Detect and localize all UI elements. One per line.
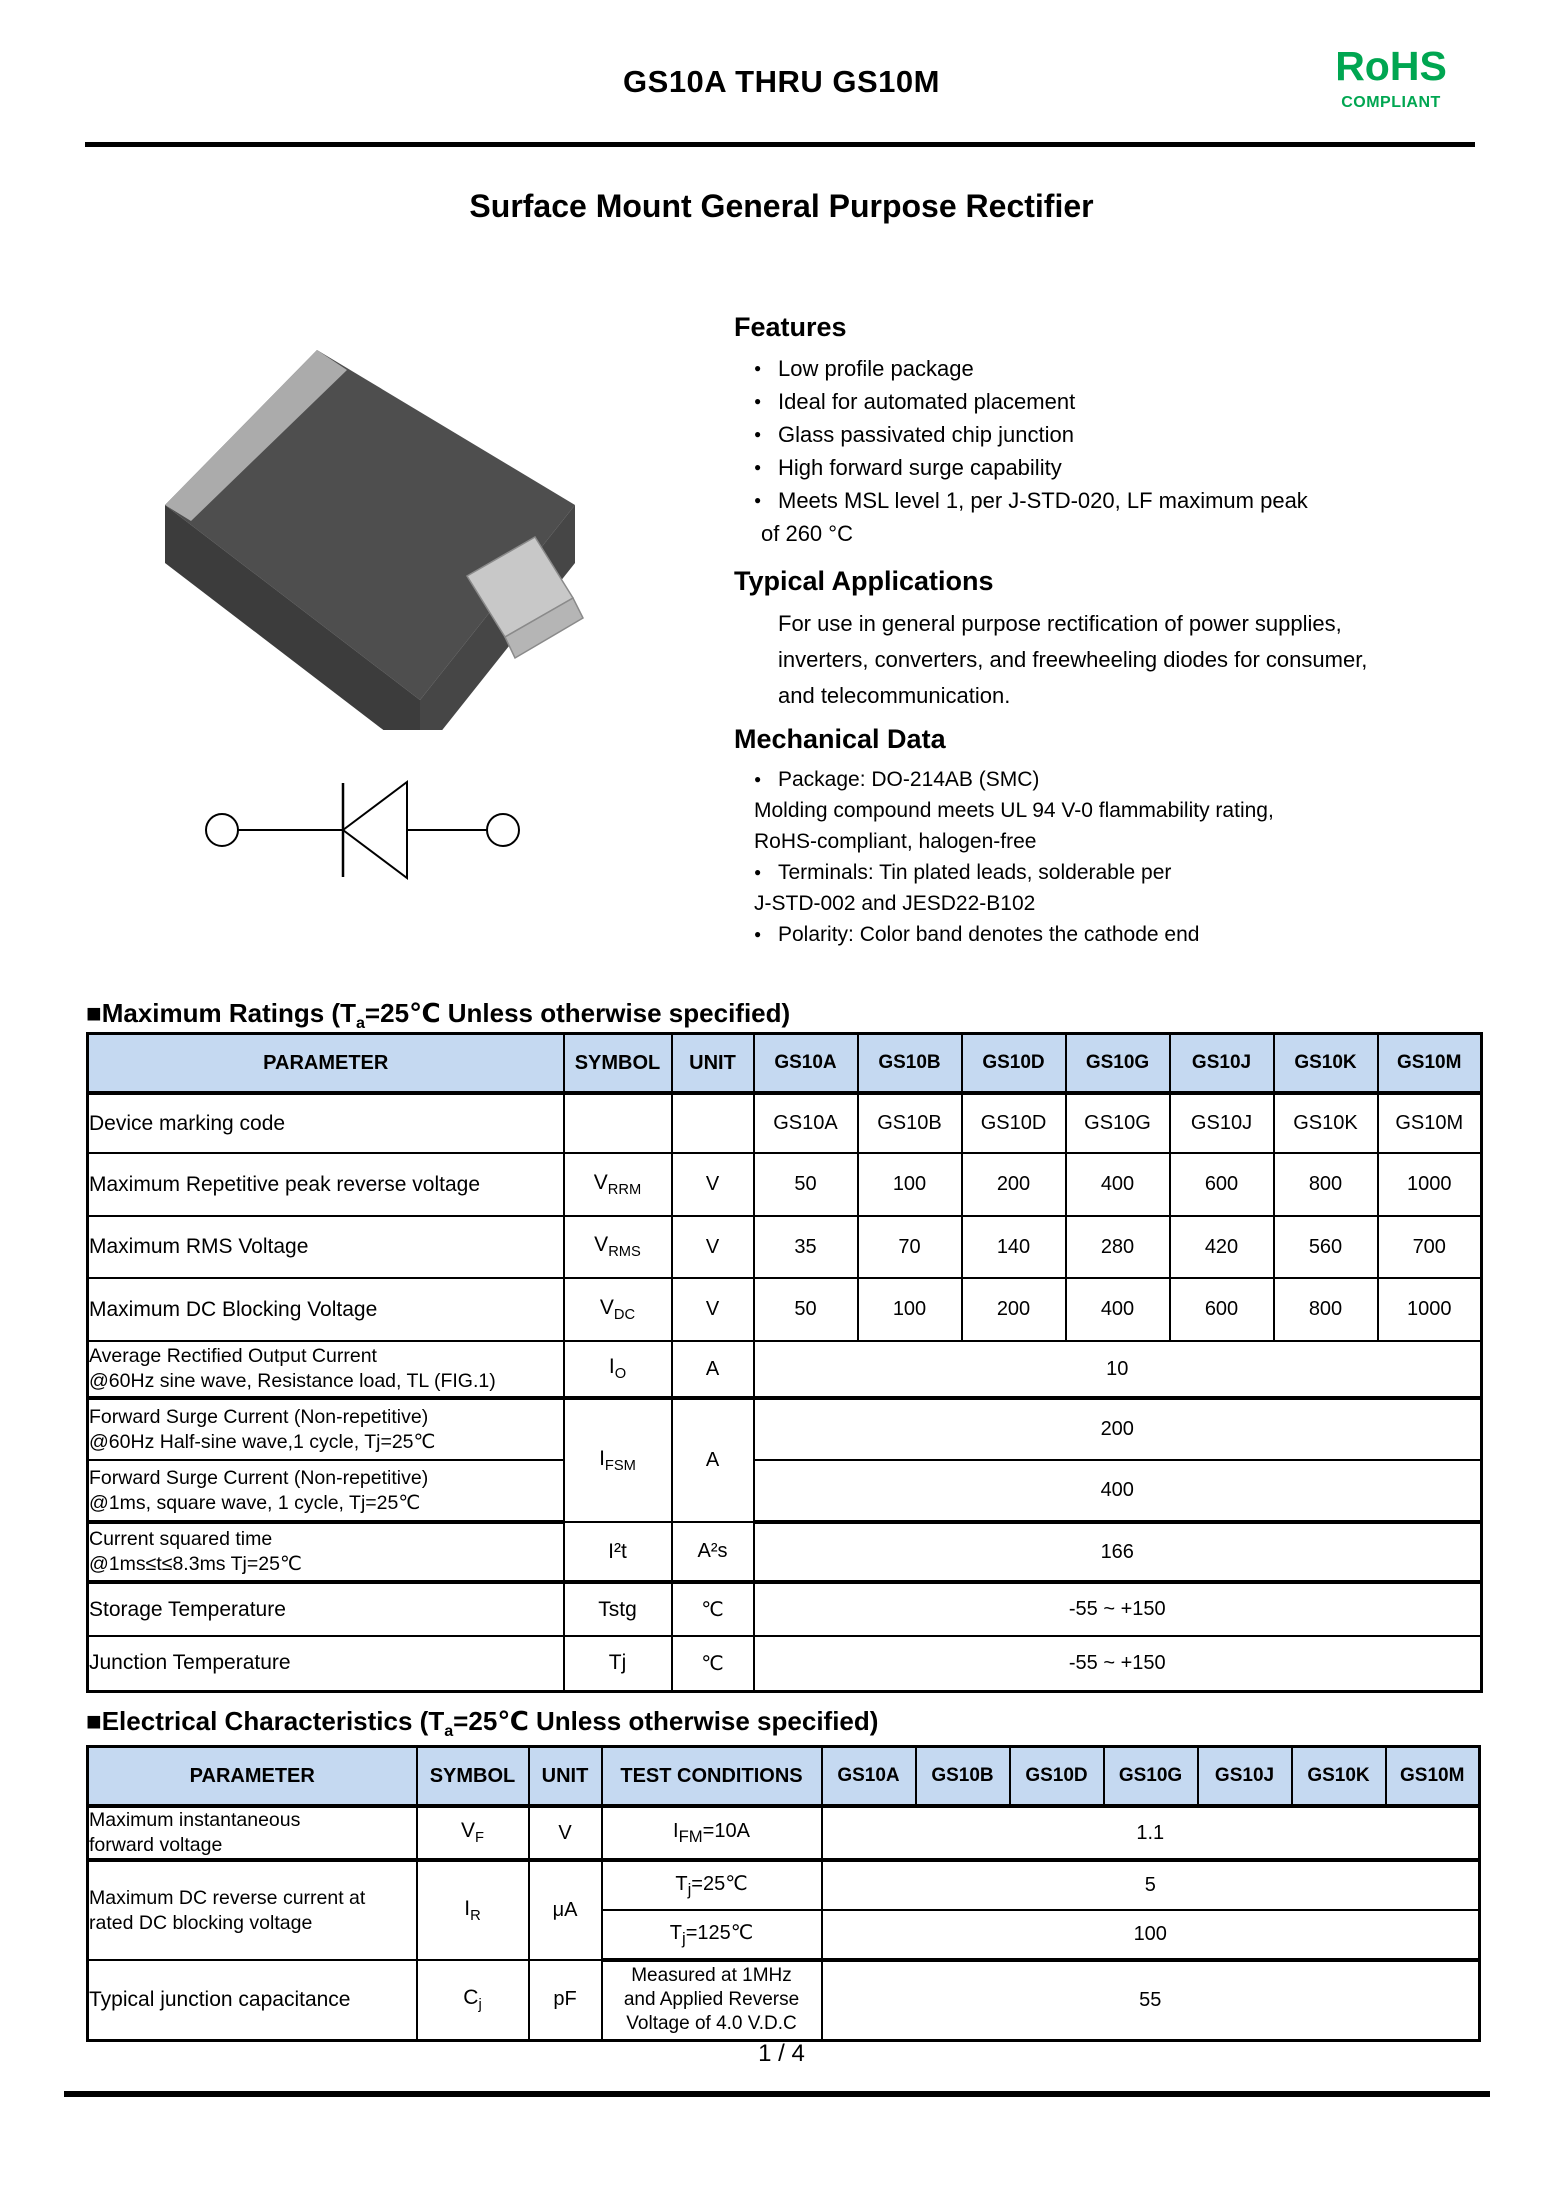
- heading-subscript: a: [355, 1014, 365, 1033]
- value-cell: GS10A: [754, 1093, 858, 1153]
- features-heading: Features: [734, 312, 847, 342]
- bullet-icon: ●: [754, 927, 762, 941]
- param-cell: Maximum DC Blocking Voltage: [88, 1278, 564, 1341]
- unit-cell: V: [672, 1216, 754, 1278]
- mechanical-item: [734, 919, 1534, 950]
- param-cell: Typical junction capacitance: [88, 1960, 417, 2040]
- symbol-cell: $V_F$: [417, 1806, 529, 1860]
- typical-applications-section: [734, 566, 1534, 714]
- feature-text: Low profile package: [778, 356, 974, 381]
- header-cell-device: GS10G: [1104, 1747, 1198, 1807]
- applications-text-line: inverters, converters, and freewheeling diodes for consumer,: [778, 647, 1368, 672]
- value-cell: 50: [754, 1278, 858, 1341]
- mechanical-item: RoHS-compliant, halogen-free: [754, 830, 1037, 853]
- typical-applications-heading: Typical Applications: [734, 566, 994, 596]
- param-cell: Maximum DC reverse current at rated DC blocking voltage: [88, 1860, 417, 1960]
- symbol-cell: $V_{DC}$: [564, 1278, 672, 1341]
- value-cell: 800: [1274, 1153, 1378, 1216]
- value-cell-span: 1.1: [822, 1806, 1480, 1860]
- header-cell-device: GS10D: [962, 1034, 1066, 1094]
- bullet-icon: ●: [754, 394, 762, 408]
- value-cell: 70: [858, 1216, 962, 1278]
- value-cell: GS10G: [1066, 1093, 1170, 1153]
- value-cell: GS10J: [1170, 1093, 1274, 1153]
- header-cell-device: GS10J: [1170, 1034, 1274, 1094]
- header-cell-device: GS10J: [1198, 1747, 1292, 1807]
- header-cell-device: GS10G: [1066, 1034, 1170, 1094]
- document-title: Surface Mount General Purpose Rectifier: [469, 188, 1094, 224]
- value-cell: GS10D: [962, 1093, 1066, 1153]
- param-cell: Storage Temperature: [88, 1582, 564, 1636]
- value-cell-span: 200: [754, 1398, 1482, 1460]
- test-conditions-cell: $I_{FM}=10A$: [602, 1806, 822, 1860]
- feature-item: [734, 352, 1534, 385]
- value-cell-span: -55 ~ +150: [754, 1636, 1482, 1691]
- unit-cell: V: [672, 1278, 754, 1341]
- header-cell-device: GS10K: [1292, 1747, 1386, 1807]
- value-cell: 600: [1170, 1278, 1274, 1341]
- electrical-characteristics-table: [86, 1745, 1481, 2042]
- applications-text-line: For use in general purpose rectification of power supplies,: [778, 611, 1342, 636]
- bullet-icon: ●: [754, 361, 762, 375]
- value-cell: 400: [1066, 1278, 1170, 1341]
- unit-cell: A: [672, 1398, 754, 1522]
- mechanical-item: Molding compound meets UL 94 V-0 flammability rating,: [754, 799, 1274, 822]
- symbol-cell: $V_{RMS}$: [564, 1216, 672, 1278]
- heading-subscript: a: [444, 1722, 454, 1741]
- heading-text: ■Maximum Ratings (T: [86, 998, 356, 1028]
- rohs-badge: [1316, 43, 1466, 112]
- symbol-cell: $V_{RRM}$: [564, 1153, 672, 1216]
- value-cell: GS10M: [1378, 1093, 1482, 1153]
- value-cell-span: 100: [822, 1910, 1480, 1960]
- unit-cell: A: [672, 1341, 754, 1398]
- header-cell-device: GS10A: [822, 1747, 916, 1807]
- heading-text: =25℃ Unless otherwise specified): [364, 998, 791, 1028]
- value-cell: GS10B: [858, 1093, 962, 1153]
- bullet-icon: ●: [754, 427, 762, 441]
- test-conditions-cell: $T_j=125℃$: [602, 1910, 822, 1960]
- unit-cell: ℃: [672, 1582, 754, 1636]
- header-cell-symbol: SYMBOL: [417, 1747, 529, 1807]
- value-cell: GS10K: [1274, 1093, 1378, 1153]
- unit-cell: [672, 1093, 754, 1153]
- value-cell: 600: [1170, 1153, 1274, 1216]
- value-cell: 560: [1274, 1216, 1378, 1278]
- mechanical-item: [734, 764, 1534, 795]
- value-cell: 700: [1378, 1216, 1482, 1278]
- maximum-ratings-table: [86, 1032, 1483, 1693]
- value-cell-span: 5: [822, 1860, 1480, 1910]
- header-cell-device: GS10A: [754, 1034, 858, 1094]
- symbol-cell: I²t: [564, 1522, 672, 1582]
- feature-item: [734, 385, 1534, 418]
- param-cell: Forward Surge Current (Non-repetitive) @60Hz Half-sine wave,1 cycle, Tj=25℃: [88, 1398, 564, 1460]
- mechanical-text: Polarity: Color band denotes the cathode end: [778, 923, 1200, 946]
- mechanical-text: Package: DO-214AB (SMC): [778, 768, 1040, 791]
- feature-text: Glass passivated chip junction: [778, 422, 1074, 447]
- feature-text: Ideal for automated placement: [778, 389, 1076, 414]
- feature-text: High forward surge capability: [778, 455, 1062, 480]
- mechanical-item: [734, 857, 1534, 888]
- value-cell: 35: [754, 1216, 858, 1278]
- value-cell: 1000: [1378, 1278, 1482, 1341]
- value-cell: 420: [1170, 1216, 1274, 1278]
- maximum-ratings-table-wrap: [86, 1032, 1483, 1693]
- symbol-cell: $C_j$: [417, 1960, 529, 2040]
- maximum-ratings-heading: [86, 998, 790, 1033]
- param-cell: Maximum instantaneous forward voltage: [88, 1806, 417, 1860]
- unit-cell: ℃: [672, 1636, 754, 1691]
- value-cell-span: 400: [754, 1460, 1482, 1522]
- symbol-cell: $I_{FSM}$: [564, 1398, 672, 1522]
- mechanical-data-heading: Mechanical Data: [734, 724, 946, 754]
- mechanical-data-section: [734, 724, 1534, 950]
- footer-divider: [64, 2091, 1490, 2097]
- value-cell-span: 166: [754, 1522, 1482, 1582]
- diode-cathode-terminal: [487, 814, 519, 846]
- value-cell: 100: [858, 1278, 962, 1341]
- bullet-icon: ●: [754, 865, 762, 879]
- part-range-title: GS10A THRU GS10M: [623, 64, 940, 99]
- symbol-cell: Tj: [564, 1636, 672, 1691]
- value-cell-span: 55: [822, 1960, 1480, 2040]
- rohs-label: RoHS: [1335, 43, 1447, 89]
- header-cell-parameter: PARAMETER: [88, 1034, 564, 1094]
- mechanical-text: Terminals: Tin plated leads, solderable per: [778, 861, 1172, 884]
- value-cell: 200: [962, 1153, 1066, 1216]
- heading-text: ■Electrical Characteristics (T: [86, 1706, 445, 1736]
- unit-cell: μA: [529, 1860, 602, 1960]
- value-cell: 1000: [1378, 1153, 1482, 1216]
- param-cell: Junction Temperature: [88, 1636, 564, 1691]
- value-cell: 800: [1274, 1278, 1378, 1341]
- param-cell: Maximum Repetitive peak reverse voltage: [88, 1153, 564, 1216]
- mechanical-item: J-STD-002 and JESD22-B102: [754, 892, 1036, 915]
- header-divider: [85, 142, 1475, 147]
- test-conditions-cell: Measured at 1MHz and Applied Reverse Voltage of 4.0 V.D.C: [602, 1960, 822, 2040]
- features-section: [734, 312, 1534, 550]
- value-cell: 400: [1066, 1153, 1170, 1216]
- param-cell: Maximum RMS Voltage: [88, 1216, 564, 1278]
- feature-item: [734, 451, 1534, 484]
- test-conditions-cell: $T_j=25℃$: [602, 1860, 822, 1910]
- header-cell-device: GS10M: [1378, 1034, 1482, 1094]
- header-cell-symbol: SYMBOL: [564, 1034, 672, 1094]
- rohs-compliant-label: COMPLIANT: [1341, 94, 1441, 111]
- feature-item: [734, 418, 1534, 451]
- diode-symbol: [180, 755, 550, 915]
- unit-cell: V: [672, 1153, 754, 1216]
- value-cell: 200: [962, 1278, 1066, 1341]
- header-cell-device: GS10M: [1386, 1747, 1480, 1807]
- bullet-icon: ●: [754, 460, 762, 474]
- header-cell-device: GS10K: [1274, 1034, 1378, 1094]
- header-cell-parameter: PARAMETER: [88, 1747, 417, 1807]
- applications-text-line: and telecommunication.: [778, 683, 1011, 708]
- bullet-icon: ●: [754, 772, 762, 786]
- value-cell: 140: [962, 1216, 1066, 1278]
- header-cell-test-conditions: TEST CONDITIONS: [602, 1747, 822, 1807]
- symbol-cell: $I_O$: [564, 1341, 672, 1398]
- param-cell: Forward Surge Current (Non-repetitive) @1ms, square wave, 1 cycle, Tj=25℃: [88, 1460, 564, 1522]
- feature-item: [734, 484, 1534, 517]
- diode-anode-terminal: [206, 814, 238, 846]
- electrical-characteristics-table-wrap: [86, 1745, 1481, 2042]
- heading-text: =25℃ Unless otherwise specified): [453, 1706, 879, 1736]
- header-cell-unit: UNIT: [672, 1034, 754, 1094]
- symbol-cell: $I_R$: [417, 1860, 529, 1960]
- unit-cell: pF: [529, 1960, 602, 2040]
- diode-triangle: [343, 782, 407, 878]
- unit-cell: V: [529, 1806, 602, 1860]
- unit-cell: A²s: [672, 1522, 754, 1582]
- header-cell-device: GS10B: [858, 1034, 962, 1094]
- param-cell: Device marking code: [88, 1093, 564, 1153]
- value-cell: 280: [1066, 1216, 1170, 1278]
- bullet-icon: ●: [754, 493, 762, 507]
- value-cell: 50: [754, 1153, 858, 1216]
- header-cell-device: GS10D: [1010, 1747, 1104, 1807]
- value-cell: 100: [858, 1153, 962, 1216]
- package-3d-image: [95, 330, 715, 730]
- electrical-characteristics-heading: [86, 1706, 878, 1741]
- value-cell-span: 10: [754, 1341, 1482, 1398]
- header-cell-unit: UNIT: [529, 1747, 602, 1807]
- feature-text: Meets MSL level 1, per J-STD-020, LF maximum peak: [778, 488, 1308, 513]
- feature-continuation: of 260 °C: [761, 521, 853, 546]
- param-cell: Average Rectified Output Current @60Hz sine wave, Resistance load, TL (FIG.1): [88, 1341, 564, 1398]
- param-cell: Current squared time @1ms≤t≤8.3ms Tj=25℃: [88, 1522, 564, 1582]
- value-cell-span: -55 ~ +150: [754, 1582, 1482, 1636]
- symbol-cell: [564, 1093, 672, 1153]
- symbol-cell: Tstg: [564, 1582, 672, 1636]
- header-cell-device: GS10B: [916, 1747, 1010, 1807]
- page-number: 1 / 4: [758, 2040, 805, 2067]
